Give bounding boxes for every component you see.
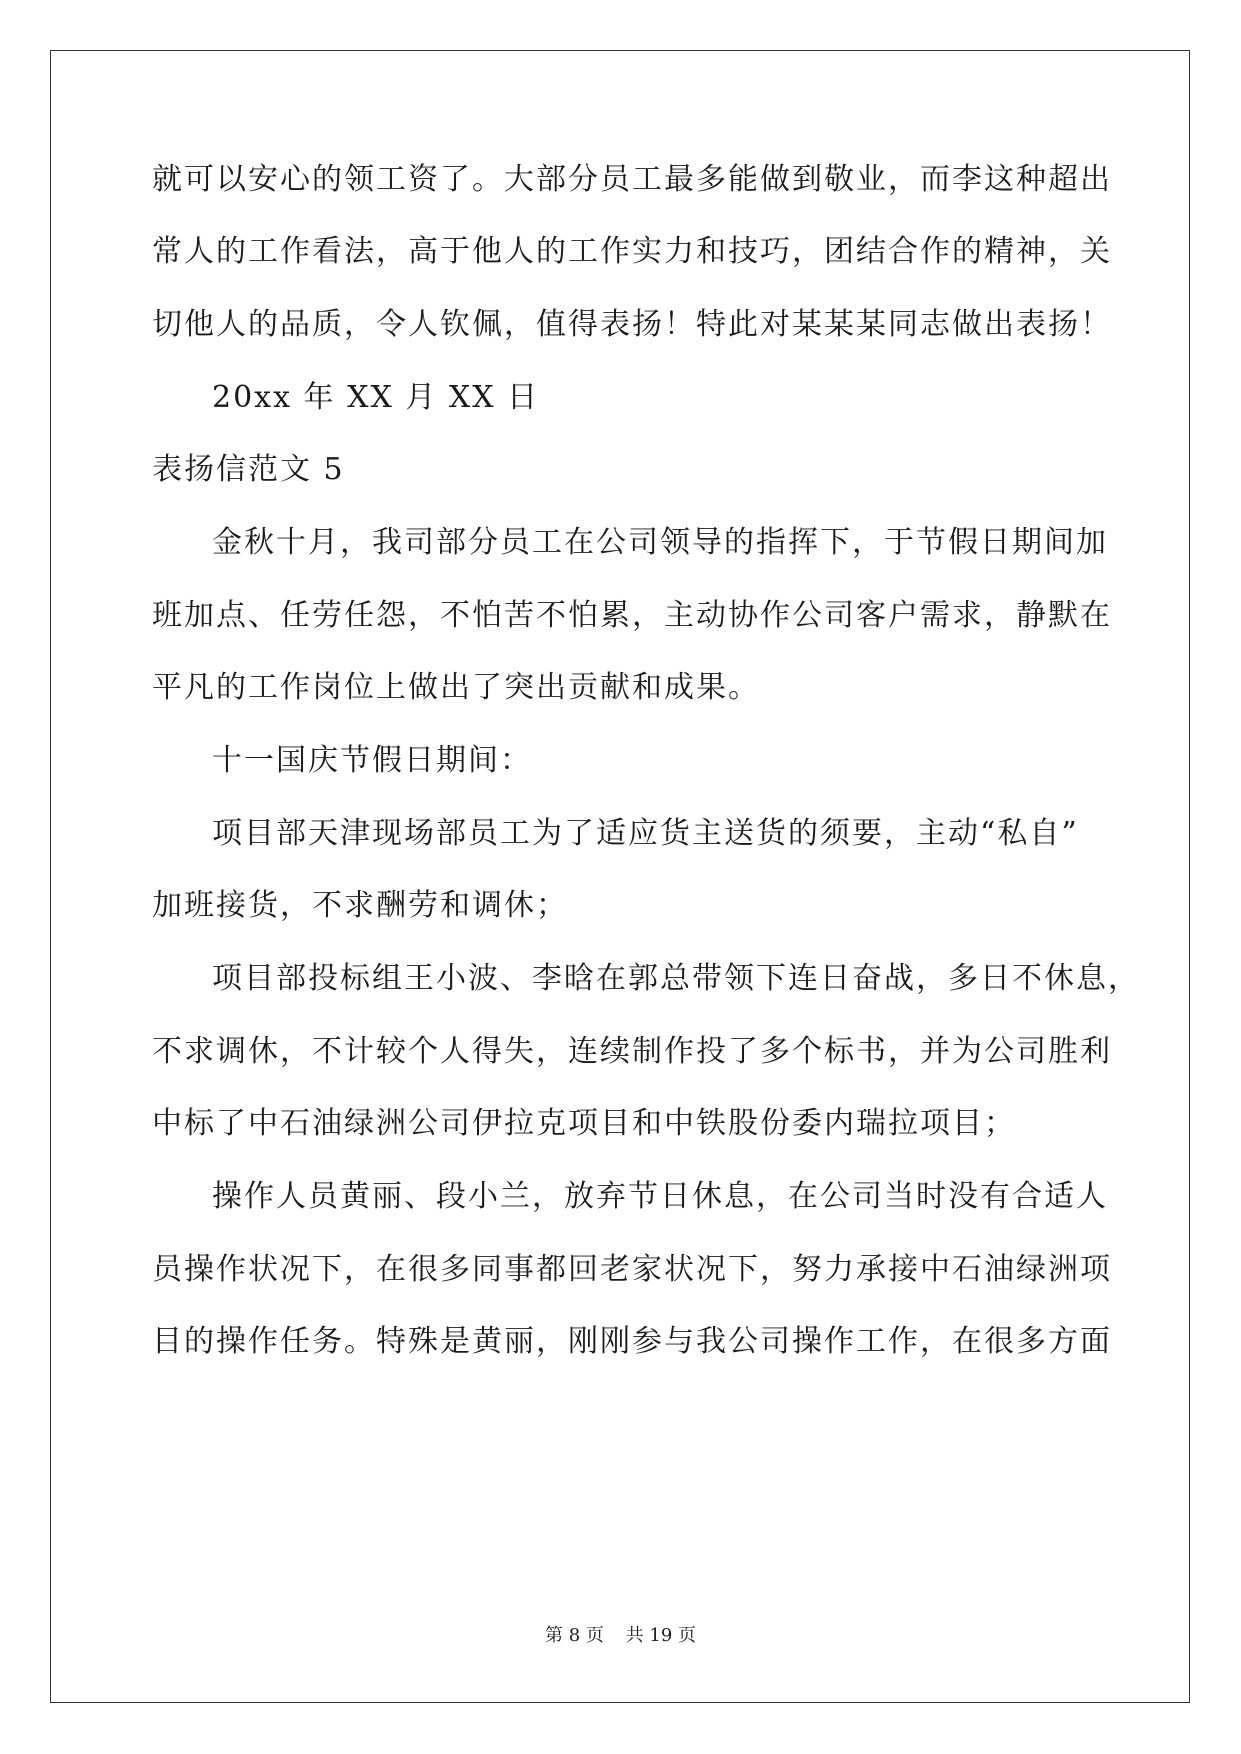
body-line: 平凡的工作岗位上做出了突出贡献和成果。	[152, 670, 760, 705]
body-line: 切他人的品质，令人钦佩，值得表扬！特此对某某某同志做出表扬！	[152, 307, 1112, 342]
body-line: 常人的工作看法，高于他人的工作实力和技巧，团结合作的精神，关	[152, 234, 1112, 269]
section-heading: 表扬信范文 5	[152, 452, 345, 487]
body-line: 目的操作任务。特殊是黄丽，刚刚参与我公司操作工作，在很多方面	[152, 1324, 1112, 1359]
page-total: 共 19 页	[625, 1625, 696, 1646]
body-line: 十一国庆节假日期间：	[212, 743, 532, 778]
date-line: 20xx 年 XX 月 XX 日	[212, 380, 540, 415]
body-line: 加班接货，不求酬劳和调休；	[152, 888, 568, 923]
page-footer	[0, 1624, 1241, 1648]
body-line: 中标了中石油绿洲公司伊拉克项目和中铁股份委内瑞拉项目；	[152, 1106, 1016, 1141]
page-number: 第 8 页	[545, 1625, 604, 1646]
body-line: 项目部投标组王小波、李晗在郭总带领下连日奋战，多日不休息，	[212, 961, 1140, 996]
body-line: 班加点、任劳任怨，不怕苦不怕累，主动协作公司客户需求，静默在	[152, 598, 1112, 633]
body-line: 不求调休，不计较个人得失，连续制作投了多个标书，并为公司胜利	[152, 1034, 1112, 1069]
body-line: 员操作状况下，在很多同事都回老家状况下，努力承接中石油绿洲项	[152, 1252, 1112, 1287]
body-line: 操作人员黄丽、段小兰，放弃节日休息，在公司当时没有合适人	[212, 1179, 1108, 1214]
body-line: 就可以安心的领工资了。大部分员工最多能做到敬业，而李这种超出	[152, 162, 1112, 197]
body-line: 金秋十月，我司部分员工在公司领导的指挥下，于节假日期间加	[212, 525, 1108, 560]
body-line: 项目部天津现场部员工为了适应货主送货的须要，主动“私自”	[212, 816, 1079, 851]
page-border	[50, 50, 1190, 1703]
